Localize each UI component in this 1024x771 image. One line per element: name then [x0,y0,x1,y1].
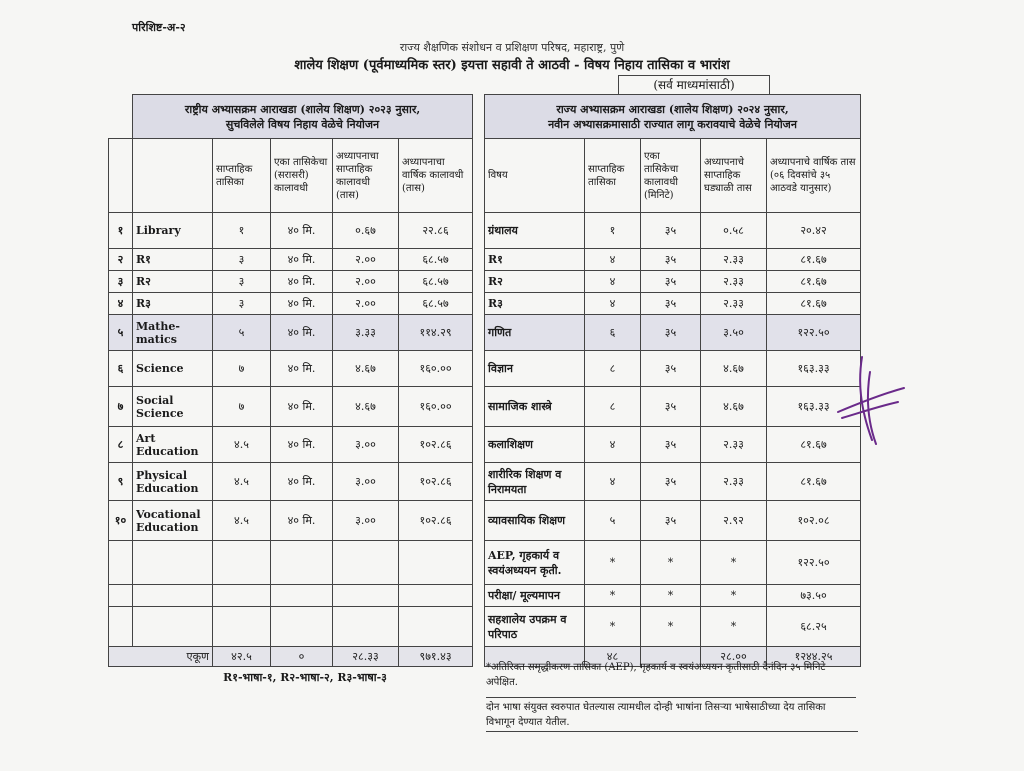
left-cell-sn: ९ [109,463,133,501]
right-cell-period: * [641,585,701,607]
right-cell-period: ३५ [641,249,701,271]
left-cell-weekly: ३ [213,293,271,315]
right-cell-annual: १२२.५० [767,315,861,351]
left-table-row [109,387,473,427]
left-col-annual-time: अध्यापनाचा वार्षिक कालावधी (तास) [399,139,473,213]
right-table-row [485,315,861,351]
left-cell-wk_time: ३.३३ [333,315,399,351]
left-table-row [109,315,473,351]
left-cell-subject: Vocational Education [133,501,213,541]
left-cell-subject: Science [133,351,213,387]
left-table-row [109,213,473,249]
medium-note: (सर्व माध्यमांसाठी) [618,75,770,94]
right-table-row [485,463,861,501]
right-col-weekly-time: अध्यापनाचे साप्ताहिक घड्याळी तास [701,139,767,213]
right-cell-annual: २०.४२ [767,213,861,249]
left-cell-sn: ७ [109,387,133,427]
right-cell-annual: ८१.६७ [767,463,861,501]
left-table-row [109,501,473,541]
left-cell-period: ४० मि. [271,463,333,501]
left-cell-period: ४० मि. [271,387,333,427]
right-col-annual-time: अध्यापनाचे वार्षिक तास (०६ दिवसांचे ३५ आठवडे यानुसार) [767,139,861,213]
right-cell-subject: सहशालेय उपक्रम व परिपाठ [485,607,585,647]
right-cell-weekly: ४ [585,249,641,271]
left-cell-period: ४० मि. [271,249,333,271]
left-cell-subject: R३ [133,293,213,315]
right-cell-weekly: ४ [585,427,641,463]
left-col-weekly: साप्ताहिक तासिका [213,139,271,213]
language-legend: R१-भाषा-१, R२-भाषा-२, R३-भाषा-३ [223,671,387,684]
right-cell-period: ३५ [641,271,701,293]
right-total-annual: १२४४.२५ [767,647,861,667]
right-band-header: राज्य अभ्यासक्रम आराखडा (शालेय शिक्षण) २०२४ नुसार, नवीन अभ्यासक्रमासाठी राज्यात लागू करावयाचे वेळेचे नियोजन [485,95,861,139]
right-table-row [485,541,861,585]
left-col-weekly-time: अध्यापनाचा साप्ताहिक कालावधी (तास) [333,139,399,213]
left-cell-wk_time: ३.०० [333,427,399,463]
right-cell-wk_time: * [701,607,767,647]
left-total-label: एकूण [109,647,213,667]
right-cell-subject: ग्रंथालय [485,213,585,249]
left-cell-sn: २ [109,249,133,271]
right-cell-subject: R२ [485,271,585,293]
document-title: शालेय शिक्षण (पूर्वमाध्यमिक स्तर) इयत्ता सहावी ते आठवी - विषय निहाय तासिका व भारांश [294,58,730,73]
left-blank-row [109,607,473,647]
left-cell-weekly: १ [213,213,271,249]
right-cell-weekly: ६ [585,315,641,351]
left-cell-sn: १ [109,213,133,249]
right-table-row [485,501,861,541]
right-col-weekly: साप्ताहिक तासिका [585,139,641,213]
left-cell-period: ४० मि. [271,501,333,541]
right-cell-wk_time: * [701,541,767,585]
right-cell-period: * [641,607,701,647]
left-cell-annual: १०२.८६ [399,463,473,501]
right-col-subject: विषय [485,139,585,213]
right-cell-wk_time: २.३३ [701,293,767,315]
right-total-weekly: ४८ [585,647,641,667]
right-cell-wk_time: ३.५० [701,315,767,351]
right-cell-wk_time: * [701,585,767,607]
left-cell-wk_time: ३.०० [333,463,399,501]
aep-footnote: *अतिरिक्त समृद्धीकरण तासिका (AEP), गृहकार्य व स्वयंअध्ययन कृतीसाठी दैनंदिन ३५ मिनिटे अपेक्षित. [486,662,826,688]
right-cell-annual: १६३.३३ [767,351,861,387]
right-cell-period: ३५ [641,315,701,351]
left-total-annual: ९७१.४३ [399,647,473,667]
left-cell-annual: ६८.५७ [399,293,473,315]
left-table-row [109,249,473,271]
left-cell-weekly: ४.५ [213,427,271,463]
right-cell-annual: ८१.६७ [767,271,861,293]
left-cell-period: ४० मि. [271,351,333,387]
left-cell-annual: १६०.०० [399,351,473,387]
right-cell-weekly: ४ [585,463,641,501]
left-cell-period: ४० मि. [271,427,333,463]
right-cell-period: ३५ [641,351,701,387]
left-table-row [109,463,473,501]
left-cell-annual: १०२.८६ [399,427,473,463]
right-cell-weekly: * [585,607,641,647]
right-cell-weekly: ४ [585,293,641,315]
right-cell-subject: परीक्षा/ मूल्यमापन [485,585,585,607]
left-table-row [109,271,473,293]
right-cell-subject: R३ [485,293,585,315]
right-cell-annual: ८१.६७ [767,427,861,463]
right-table-row [485,351,861,387]
right-cell-subject: व्यावसायिक शिक्षण [485,501,585,541]
right-cell-subject: AEP, गृहकार्य व स्वयंअध्ययन कृती. [485,541,585,585]
left-cell-wk_time: ४.६७ [333,351,399,387]
right-cell-subject: R१ [485,249,585,271]
right-cell-weekly: ४ [585,271,641,293]
left-cell-annual: १६०.०० [399,387,473,427]
right-cell-subject: विज्ञान [485,351,585,387]
right-cell-annual: १०२.०८ [767,501,861,541]
right-cell-wk_time: ४.६७ [701,351,767,387]
right-cell-subject: शारीरिक शिक्षण व निरामयता [485,463,585,501]
right-table-row [485,427,861,463]
right-cell-subject: कलाशिक्षण [485,427,585,463]
left-cell-subject: Physical Education [133,463,213,501]
right-cell-wk_time: २.३३ [701,271,767,293]
right-cell-wk_time: ४.६७ [701,387,767,427]
left-cell-wk_time: २.०० [333,271,399,293]
right-cell-wk_time: ०.५८ [701,213,767,249]
council-name: राज्य शैक्षणिक संशोधन व प्रशिक्षण परिषद, महाराष्ट्र, पुणे [399,41,625,54]
left-total-row [109,647,473,667]
right-cell-weekly: १ [585,213,641,249]
left-table-row [109,427,473,463]
right-total-wk_time: २८.०० [701,647,767,667]
left-total-wk_time: २८.३३ [333,647,399,667]
left-cell-period: ४० मि. [271,315,333,351]
right-table-row [485,585,861,607]
left-cell-weekly: ४.५ [213,463,271,501]
right-cell-period: ३५ [641,427,701,463]
left-table-row [109,293,473,315]
left-cell-annual: ६८.५७ [399,249,473,271]
left-cell-subject: R१ [133,249,213,271]
left-band-header: राष्ट्रीय अभ्यासक्रम आराखडा (शालेय शिक्षण) २०२३ नुसार, सुचविलेले विषय निहाय वेळेचे नियोजन [133,95,473,139]
left-cell-wk_time: ४.६७ [333,387,399,427]
left-cell-period: ४० मि. [271,271,333,293]
right-cell-wk_time: २.३३ [701,463,767,501]
left-cell-sn: ८ [109,427,133,463]
right-cell-period: * [641,541,701,585]
right-cell-period: ३५ [641,501,701,541]
left-cell-subject: Social Science [133,387,213,427]
left-cell-annual: २२.८६ [399,213,473,249]
left-cell-weekly: ४.५ [213,501,271,541]
left-cell-sn: ४ [109,293,133,315]
left-total-period: ० [271,647,333,667]
right-table-row [485,607,861,647]
left-cell-weekly: ७ [213,351,271,387]
left-cell-annual: ११४.२९ [399,315,473,351]
right-cell-annual: ६८.२५ [767,607,861,647]
left-cell-period: ४० मि. [271,213,333,249]
right-cell-period: ३५ [641,387,701,427]
right-cell-period: ३५ [641,213,701,249]
right-cell-wk_time: २.९२ [701,501,767,541]
right-table-row [485,387,861,427]
right-cell-subject: गणित [485,315,585,351]
right-table-row [485,249,861,271]
left-cell-wk_time: २.०० [333,249,399,271]
right-cell-weekly: * [585,541,641,585]
appendix-tag: परिशिष्ट-अ-२ [132,21,186,34]
right-cell-weekly: ८ [585,387,641,427]
left-cell-subject: R२ [133,271,213,293]
right-cell-period: ३५ [641,463,701,501]
left-cell-wk_time: ३.०० [333,501,399,541]
left-cell-sn: १० [109,501,133,541]
left-cell-sn: ३ [109,271,133,293]
left-total-weekly: ४२.५ [213,647,271,667]
right-cell-weekly: ५ [585,501,641,541]
left-cell-weekly: ३ [213,271,271,293]
left-cell-annual: १०२.८६ [399,501,473,541]
left-cell-period: ४० मि. [271,293,333,315]
signature-mark [832,352,912,452]
left-cell-wk_time: २.०० [333,293,399,315]
right-table-row [485,271,861,293]
right-cell-annual: १६३.३३ [767,387,861,427]
language-footnote: दोन भाषा संयुक्त स्वरुपात घेतल्यास त्यामधील दोन्ही भाषांना तिसऱ्या भाषेसाठीच्या देय तासिका विभागून देण्यात येतील. [486,697,856,730]
right-cell-period: ३५ [641,293,701,315]
right-table-row [485,293,861,315]
left-table [108,94,473,667]
left-cell-weekly: ७ [213,387,271,427]
right-table-row [485,213,861,249]
left-cell-sn: ५ [109,315,133,351]
right-cell-annual: १२२.५० [767,541,861,585]
right-cell-annual: ७३.५० [767,585,861,607]
right-cell-wk_time: २.३३ [701,249,767,271]
left-col-period: एका तासिकेचा (सरासरी) कालावधी [271,139,333,213]
right-col-period: एका तासिकेचा कालावधी (मिनिटे) [641,139,701,213]
right-cell-wk_time: २.३३ [701,427,767,463]
left-cell-sn: ६ [109,351,133,387]
left-blank-row [109,585,473,607]
left-cell-subject: Library [133,213,213,249]
left-cell-wk_time: ०.६७ [333,213,399,249]
footnote-rule [486,731,858,732]
right-cell-subject: सामाजिक शास्त्रे [485,387,585,427]
right-cell-weekly: ८ [585,351,641,387]
left-table-row [109,351,473,387]
right-cell-annual: ८१.६७ [767,293,861,315]
left-cell-annual: ६८.५७ [399,271,473,293]
right-cell-annual: ८१.६७ [767,249,861,271]
right-table [484,94,861,667]
left-cell-weekly: ५ [213,315,271,351]
left-blank-row [109,541,473,585]
left-cell-weekly: ३ [213,249,271,271]
right-cell-weekly: * [585,585,641,607]
left-cell-subject: Art Education [133,427,213,463]
left-cell-subject: Mathe-matics [133,315,213,351]
